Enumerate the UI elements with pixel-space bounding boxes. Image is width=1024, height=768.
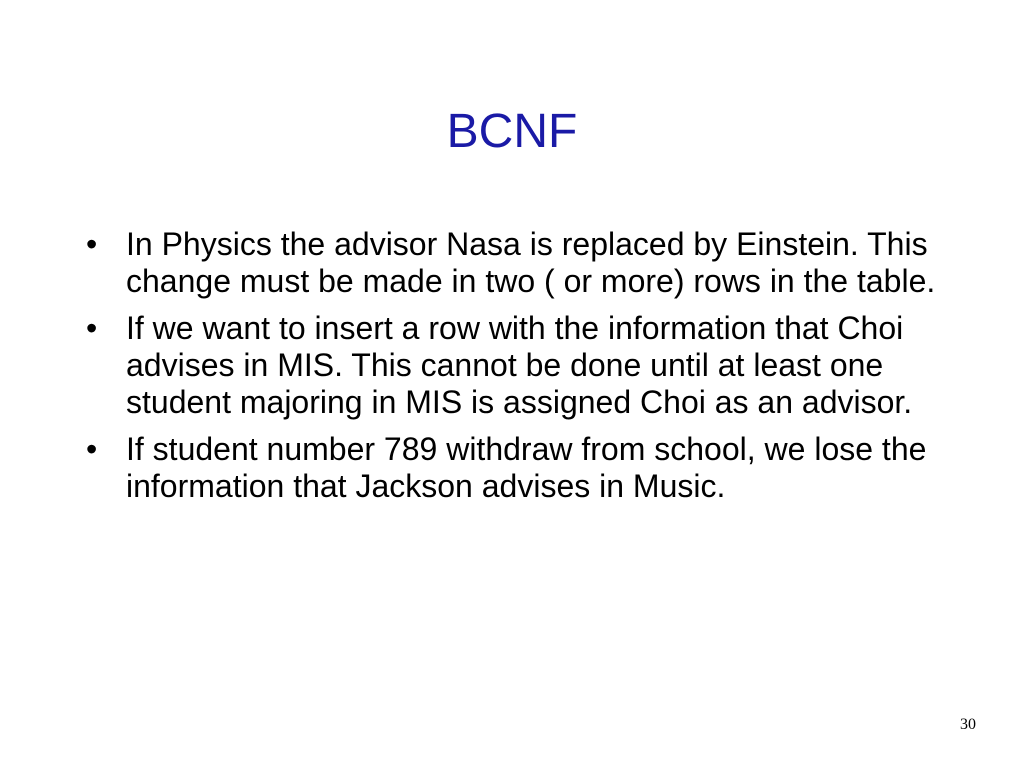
slide-number: 30 [960,716,976,733]
bullet-icon: • [86,431,98,467]
bullet-icon: • [86,226,98,262]
bullet-text-2: If we want to insert a row with the information that Choi advises in MIS. This cannot be done until at least one student majoring in MIS is assigned Choi as an advisor. [126,310,913,420]
bullet-list [80,226,940,515]
bullet-item-2 [80,310,940,421]
bullet-icon: • [86,310,98,346]
slide-title: BCNF [446,105,578,158]
bullet-item-1 [80,226,940,300]
bullet-item-3 [80,431,940,505]
bullet-text-1: In Physics the advisor Nasa is replaced by Einstein. This change must be made in two ( or more) rows in the table. [126,226,936,299]
bullet-text-3: If student number 789 withdraw from school, we lose the information that Jackson advises in Music. [126,431,927,504]
